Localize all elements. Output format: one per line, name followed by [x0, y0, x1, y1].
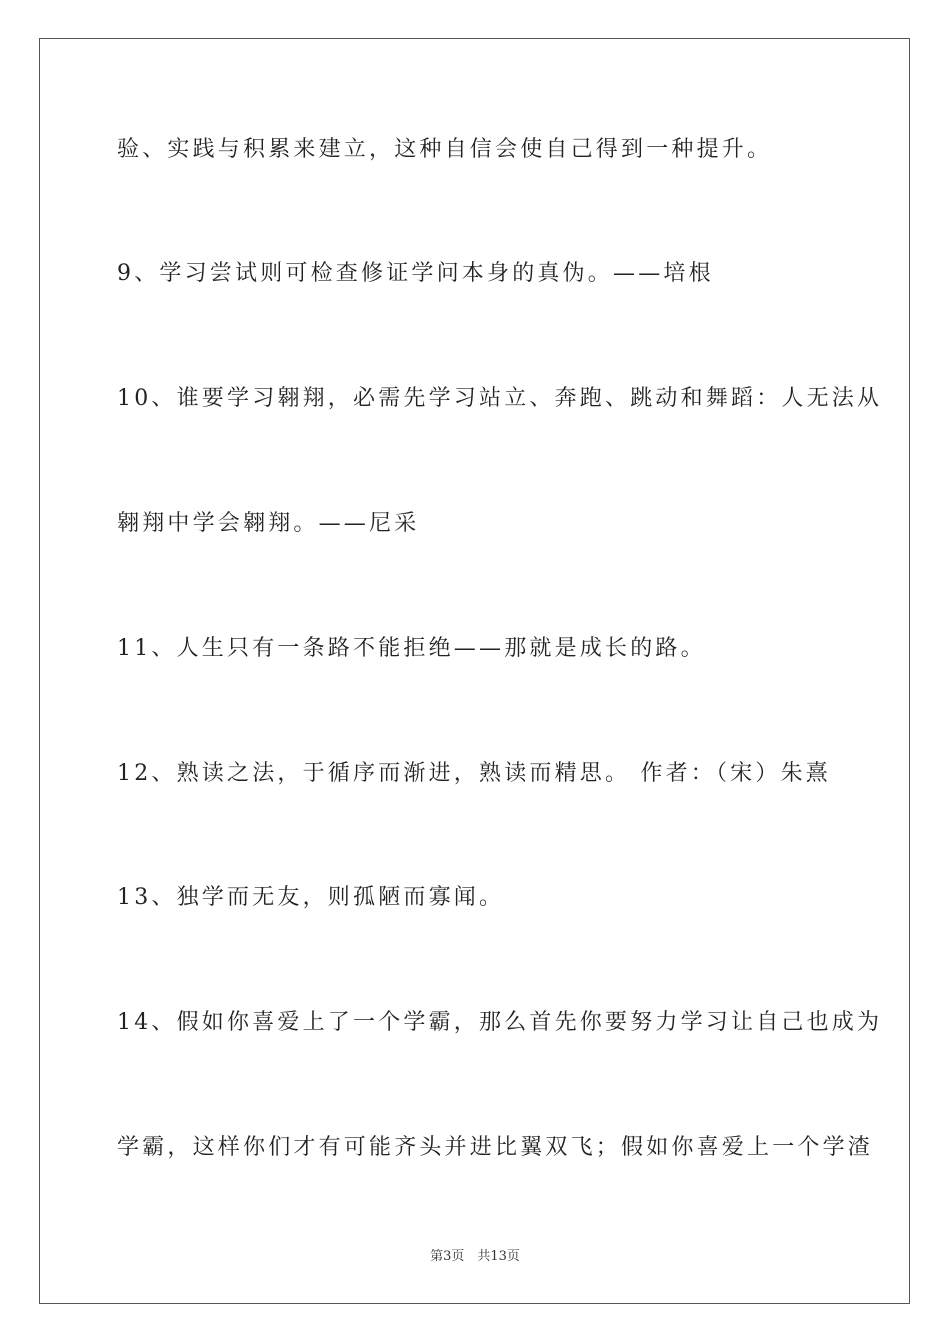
- text-line-6: 12、熟读之法，于循序而渐进，熟读而精思。 作者：（宋）朱熹: [117, 761, 831, 786]
- text-line-3: 10、谁要学习翱翔，必需先学习站立、奔跑、跳动和舞蹈：人无法从: [117, 386, 883, 411]
- text-line-5: 11、人生只有一条路不能拒绝——那就是成长的路。: [117, 636, 706, 661]
- text-line-1: 验、实践与积累来建立，这种自信会使自己得到一种提升。: [117, 137, 773, 162]
- text-line-2: 9、学习尝试则可检查修证学问本身的真伪。——培根: [117, 261, 714, 286]
- text-line-9: 学霸，这样你们才有可能齐头并进比翼双飞；假如你喜爱上一个学渣: [117, 1135, 874, 1160]
- text-line-8: 14、假如你喜爱上了一个学霸，那么首先你要努力学习让自己也成为: [117, 1010, 883, 1035]
- text-line-4: 翱翔中学会翱翔。——尼采: [117, 511, 420, 536]
- page-border: [39, 38, 910, 1304]
- page-number-footer: 第3页 共13页: [430, 1249, 520, 1264]
- text-line-7: 13、独学而无友，则孤陋而寡闻。: [117, 885, 505, 910]
